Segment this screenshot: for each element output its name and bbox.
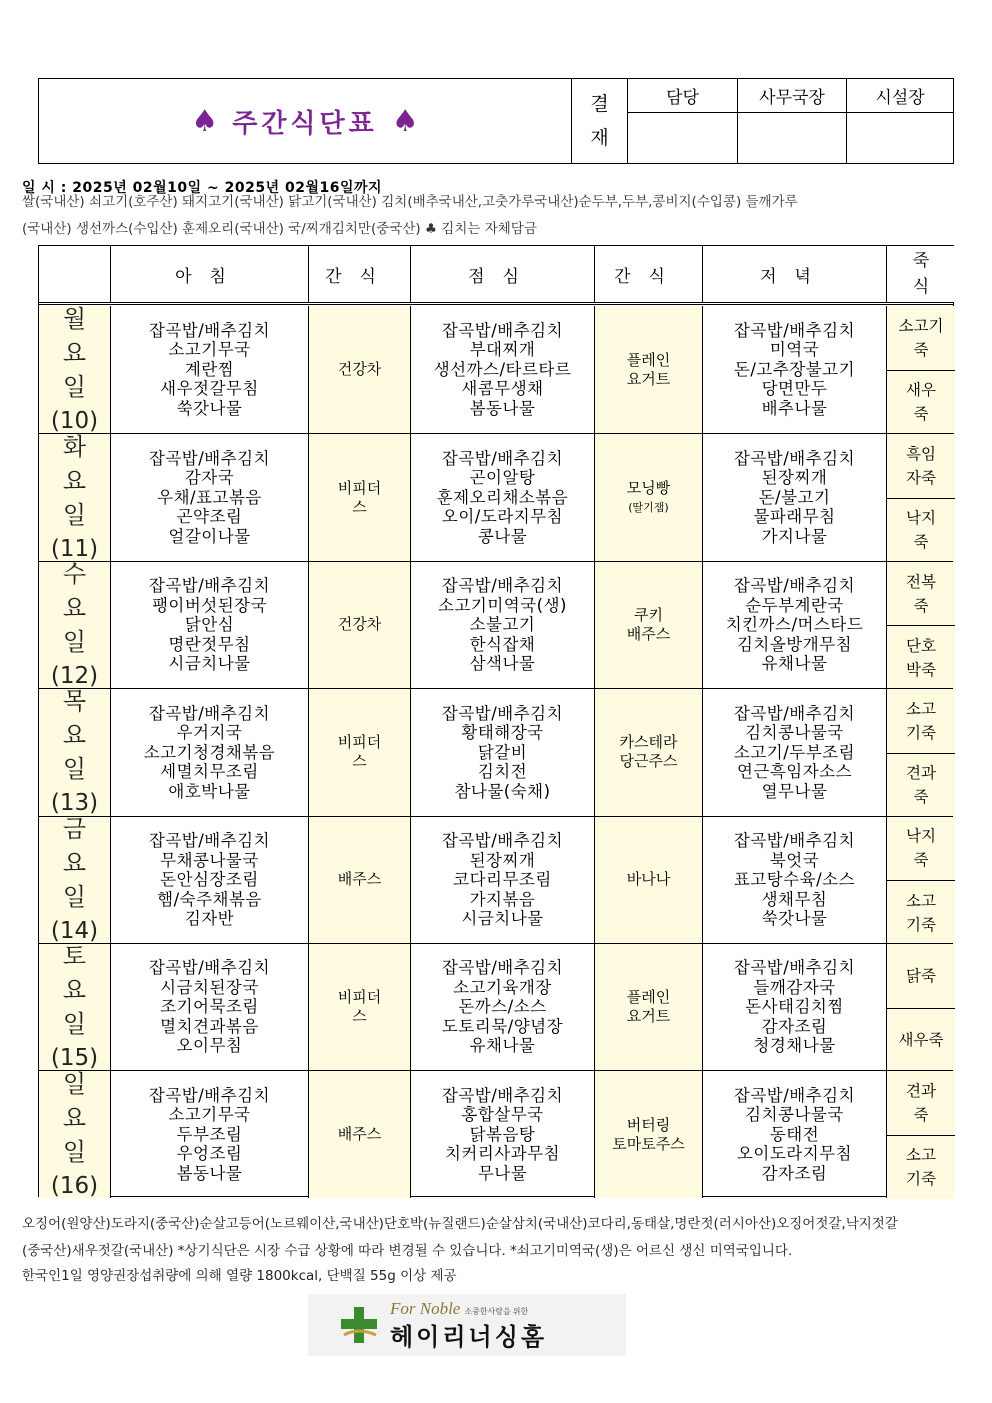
menu-item: 배주스 <box>337 1125 382 1144</box>
menu-item: 된장찌개 <box>469 850 536 870</box>
menu-item: 비피더 <box>337 988 382 1007</box>
day-label <box>39 689 111 815</box>
dinner-cell <box>703 562 887 688</box>
menu-item: 버터링 <box>626 1115 671 1134</box>
menu-item: 잡곡밥/배추김치 <box>441 958 564 978</box>
menu-item: 유채나물 <box>761 654 828 674</box>
menu-item: 표고탕수육/소스 <box>733 870 856 890</box>
snack-am-cell <box>309 306 411 433</box>
day-number: (10) <box>50 407 99 434</box>
menu-item: 삼색나물 <box>469 654 536 674</box>
day-number: (13) <box>50 790 99 817</box>
menu-item: 잡곡밥/배추김치 <box>733 958 856 978</box>
day-name-char: 수 <box>62 560 87 588</box>
menu-item: 오이/도라지무침 <box>441 507 564 527</box>
header-dinner: 저녁 <box>703 246 887 302</box>
menu-item: 카스테라 <box>619 733 678 752</box>
day-name-char: 요 <box>62 466 87 495</box>
menu-item: 잡곡밥/배추김치 <box>441 320 564 340</box>
header-breakfast: 아침 <box>111 246 309 302</box>
menu-item: 오이무침 <box>176 1036 243 1056</box>
snack-pm-cell <box>595 689 703 815</box>
breakfast-cell <box>111 944 309 1070</box>
menu-item: 소고기무국 <box>168 340 251 360</box>
snack-am-cell <box>309 434 411 560</box>
day-number: (12) <box>50 663 99 689</box>
spade-icon-right: ♠ <box>391 103 419 139</box>
menu-item: 된장찌개 <box>761 468 828 488</box>
menu-item: 쿠키 <box>634 605 663 624</box>
menu-item: 곤이알탕 <box>469 468 536 488</box>
menu-item: 잡곡밥/배추김치 <box>733 1085 856 1105</box>
menu-item: 돈까스/소스 <box>458 997 547 1017</box>
porridge-cell: 소고 기죽 <box>887 1135 955 1199</box>
menu-item: 모닝빵 <box>626 478 671 497</box>
day-row <box>39 816 953 943</box>
approver-staff-label: 담당 <box>628 79 737 113</box>
menu-item: 잡곡밥/배추김치 <box>441 1085 564 1105</box>
menu-item: 햄/숙주채볶음 <box>157 889 262 909</box>
day-name-char: 일 <box>62 628 87 656</box>
day-row <box>39 688 953 815</box>
snack-pm-cell <box>595 817 703 943</box>
menu-item: 가지나물 <box>761 526 828 546</box>
porridge-cell: 소고기 죽 <box>887 306 955 370</box>
logo-subtitle: For Noble 소중한사람을 위한 <box>390 1298 529 1318</box>
menu-item: 무나물 <box>477 1163 528 1183</box>
menu-item: 잡곡밥/배추김치 <box>733 703 856 723</box>
day-name-char: 요 <box>62 1103 87 1132</box>
menu-item: 배주스 <box>337 870 382 889</box>
menu-item: 계란찜 <box>184 359 235 379</box>
lunch-cell <box>411 306 595 433</box>
day-number: (16) <box>50 1172 99 1199</box>
lunch-cell <box>411 434 595 560</box>
menu-item: 잡곡밥/배추김치 <box>148 958 271 978</box>
footer-origin-line: 오징어(원양산)도라지(중국산)순살고등어(노르웨이산,국내산)단호박(뉴질랜드)순살삼치(국내산)코다리,동태살,명란젓(러시아산)오징어젓갈,낙지젓갈 <box>22 1216 898 1232</box>
day-name-char: 요 <box>62 594 87 622</box>
menu-item: 소불고기 <box>469 615 536 635</box>
menu-item: 멸치견과볶음 <box>160 1016 259 1036</box>
day-name-char: 화 <box>62 432 87 461</box>
menu-item: 무채콩나물국 <box>160 850 259 870</box>
day-row <box>39 433 953 560</box>
porridge-cell: 낙지 죽 <box>887 498 955 562</box>
menu-item: 잡곡밥/배추김치 <box>148 703 271 723</box>
menu-item: 우엉조림 <box>176 1144 243 1164</box>
day-name-char: 일 <box>62 1069 87 1098</box>
menu-item: 물파래무침 <box>753 507 836 527</box>
day-name-char: 월 <box>62 304 87 333</box>
menu-item: 쑥갓나물 <box>176 398 243 418</box>
snack-am-cell <box>309 944 411 1070</box>
snack-am-cell <box>309 1071 411 1197</box>
menu-item: 연근흑임자소스 <box>736 762 853 782</box>
day-name-char: 일 <box>62 1137 87 1166</box>
dinner-cell <box>703 817 887 943</box>
snack-am-cell <box>309 689 411 815</box>
day-label <box>39 434 111 560</box>
menu-item: 황태해장국 <box>461 723 544 743</box>
header-lunch: 점심 <box>411 246 595 302</box>
menu-item: 새우젓갈무침 <box>160 379 259 399</box>
menu-item: 건강차 <box>337 360 382 379</box>
menu-item: 곤약조림 <box>176 507 243 527</box>
porridge-cell: 닭죽 <box>887 944 955 1008</box>
menu-item: 돈/고추장불고기 <box>733 359 856 379</box>
day-name-char: 일 <box>62 372 87 401</box>
menu-item: 배추나물 <box>761 398 828 418</box>
menu-item: 시금치나물 <box>461 909 544 929</box>
lunch-cell <box>411 1071 595 1197</box>
origin-line-2: (국내산) 생선까스(수입산) 훈제오리(국내산) 국/찌개김치만(중국산) ♣ 김치는 자체담금 <box>22 221 537 237</box>
menu-item: 조기어묵조림 <box>160 997 259 1017</box>
day-name-char: 요 <box>62 338 87 367</box>
menu-item: 북엇국 <box>769 850 820 870</box>
dinner-cell <box>703 689 887 815</box>
menu-item: 애호박나물 <box>168 781 251 801</box>
footer-notice-line: (중국산)새우젓갈(국내산) *상기식단은 시장 수급 상황에 따라 변경될 수 있습니다. *쇠고기미역국(생)은 어르신 생신 미역국입니다. <box>22 1243 793 1259</box>
menu-item: 닭안심 <box>184 615 235 635</box>
menu-item: 잡곡밥/배추김치 <box>441 831 564 851</box>
menu-item: 치킨까스/머스타드 <box>725 615 864 635</box>
menu-item: 훈제오리채소볶음 <box>436 487 569 507</box>
day-name-char: 금 <box>62 814 87 843</box>
menu-item: 닭갈비 <box>477 742 528 762</box>
menu-item: 도토리묵/양념장 <box>441 1016 564 1036</box>
header-porridge: 죽 식 <box>887 246 955 302</box>
menu-item: 스 <box>352 752 367 771</box>
menu-item: 돈사태김치찜 <box>745 997 844 1017</box>
porridge-cell: 견과 죽 <box>887 753 955 817</box>
menu-item: 콩나물 <box>477 526 528 546</box>
title-area <box>39 79 571 163</box>
approval-label: 결 재 <box>571 79 627 163</box>
approver-director-label: 사무국장 <box>738 79 846 113</box>
menu-item: 세멸치무조림 <box>160 762 259 782</box>
porridge-cell: 흑임 자죽 <box>887 434 955 498</box>
porridge-cell: 낙지 죽 <box>887 817 955 881</box>
day-label <box>39 814 111 944</box>
page-title: 주간식단표 <box>232 108 378 139</box>
menu-item: 봄동나물 <box>176 1163 243 1183</box>
day-name-char: 요 <box>62 976 87 1005</box>
menu-item: 비피더 <box>337 733 382 752</box>
day-label <box>39 944 111 1070</box>
menu-item: 배주스 <box>626 624 671 643</box>
menu-item: 코다리무조림 <box>453 870 552 890</box>
porridge-cell: 소고 기죽 <box>887 689 955 753</box>
porridge-cell: 단호 박죽 <box>887 625 955 689</box>
menu-item: 잡곡밥/배추김치 <box>148 448 271 468</box>
origin-line-1: 쌀(국내산) 쇠고기(호주산) 돼지고기(국내산) 닭고기(국내산) 김치(배추국내산,고춧가루국내산)순두부,두부,콩비지(수입콩) 들깨가루 <box>22 194 798 210</box>
menu-item: 소고기무국 <box>168 1105 251 1125</box>
menu-item: 소고기/두부조림 <box>733 742 856 762</box>
day-row <box>39 943 953 1070</box>
menu-item: 잡곡밥/배추김치 <box>148 320 271 340</box>
day-number: (15) <box>50 1045 99 1072</box>
approver-head-label: 시설장 <box>847 79 953 113</box>
dinner-cell <box>703 944 887 1070</box>
menu-item: 쑥갓나물 <box>761 909 828 929</box>
menu-item: 순두부계란국 <box>745 595 844 615</box>
menu-item: 잡곡밥/배추김치 <box>733 831 856 851</box>
menu-item: 잡곡밥/배추김치 <box>441 448 564 468</box>
header-separator <box>39 302 953 305</box>
menu-item: 감자국 <box>184 468 235 488</box>
day-label <box>39 306 111 433</box>
menu-item: 건강차 <box>337 615 382 634</box>
menu-item: 스 <box>352 1007 367 1026</box>
menu-item: 당근주스 <box>619 752 678 771</box>
dinner-cell <box>703 434 887 560</box>
menu-item: 홍합살무국 <box>461 1105 544 1125</box>
menu-item: 플레인 <box>626 988 671 1007</box>
menu-item: 감자조림 <box>761 1163 828 1183</box>
menu-item: 두부조림 <box>176 1124 243 1144</box>
day-row <box>39 306 953 433</box>
breakfast-cell <box>111 306 309 433</box>
menu-item: 비피더 <box>337 478 382 497</box>
menu-item: 유채나물 <box>469 1036 536 1056</box>
menu-item: 스 <box>352 497 367 516</box>
menu-item: 시금치된장국 <box>160 977 259 997</box>
menu-item: 얼갈이나물 <box>168 526 251 546</box>
menu-item: 당면만두 <box>761 379 828 399</box>
approver-staff <box>627 79 737 163</box>
logo-text <box>390 1299 547 1352</box>
approver-head <box>846 79 953 163</box>
day-number: (14) <box>50 917 99 944</box>
menu-table <box>38 245 954 1197</box>
menu-item: 잡곡밥/배추김치 <box>148 576 271 596</box>
header-box <box>38 78 954 164</box>
menu-item: (딸기잼) <box>628 500 669 514</box>
porridge-cell: 견과 죽 <box>887 1071 955 1135</box>
menu-item: 잡곡밥/배추김치 <box>441 703 564 723</box>
lunch-cell <box>411 689 595 815</box>
lunch-cell <box>411 817 595 943</box>
snack-pm-cell <box>595 944 703 1070</box>
menu-item: 생채무침 <box>761 889 828 909</box>
snack-pm-cell <box>595 306 703 433</box>
menu-item: 감자조림 <box>761 1016 828 1036</box>
menu-item: 김자반 <box>184 909 235 929</box>
menu-item: 잡곡밥/배추김치 <box>148 831 271 851</box>
day-name-char: 일 <box>62 882 87 911</box>
breakfast-cell <box>111 562 309 688</box>
snack-pm-cell <box>595 562 703 688</box>
day-name-char: 목 <box>62 687 87 716</box>
menu-item: 한식잡채 <box>469 634 536 654</box>
lunch-cell <box>411 562 595 688</box>
menu-item: 봄동나물 <box>469 398 536 418</box>
menu-item: 소고기청경채볶음 <box>143 742 276 762</box>
menu-item: 잡곡밥/배추김치 <box>733 576 856 596</box>
day-name-char: 일 <box>62 1010 87 1039</box>
header-day-col <box>39 246 111 302</box>
logo <box>308 1294 626 1356</box>
menu-item: 바나나 <box>626 870 671 889</box>
day-name-char: 일 <box>62 755 87 784</box>
snack-am-cell <box>309 562 411 688</box>
menu-item: 생선까스/타르타르 <box>433 359 572 379</box>
snack-pm-cell <box>595 434 703 560</box>
porridge-cell: 새우 죽 <box>887 370 955 434</box>
menu-item: 가지볶음 <box>469 889 536 909</box>
lunch-cell <box>411 944 595 1070</box>
menu-item: 요거트 <box>626 1007 671 1026</box>
menu-item: 요거트 <box>626 369 671 388</box>
snack-pm-cell <box>595 1071 703 1197</box>
logo-name: 헤이리너싱홈 <box>390 1322 548 1351</box>
logo-mark-icon <box>338 1305 384 1345</box>
menu-item: 시금치나물 <box>168 654 251 674</box>
menu-item: 토마토주스 <box>612 1134 685 1153</box>
snack-am-cell <box>309 817 411 943</box>
menu-item: 소고기미역국(생) <box>438 595 567 615</box>
menu-item: 돈/불고기 <box>758 487 831 507</box>
menu-item: 치커리사과무침 <box>444 1144 561 1164</box>
day-name-char: 요 <box>62 721 87 750</box>
header-snack-pm: 간식 <box>595 246 703 302</box>
day-name-char: 일 <box>62 500 87 529</box>
porridge-cell: 새우죽 <box>887 1008 955 1072</box>
menu-item: 잡곡밥/배추김치 <box>148 1085 271 1105</box>
menu-item: 소고기육개장 <box>453 977 552 997</box>
menu-item: 돈안심장조림 <box>160 870 259 890</box>
menu-item: 김치콩나물국 <box>745 723 844 743</box>
dinner-cell <box>703 1071 887 1197</box>
menu-item: 우채/표고볶음 <box>157 487 262 507</box>
menu-item: 부대찌개 <box>469 340 536 360</box>
breakfast-cell <box>111 817 309 943</box>
menu-item: 동태전 <box>769 1124 820 1144</box>
day-label <box>39 562 111 688</box>
menu-item: 미역국 <box>769 340 820 360</box>
period-text: 일 시 : 2025년 02월10일 ~ 2025년 02월16일까지 <box>22 180 383 196</box>
day-name-char: 토 <box>62 942 87 971</box>
menu-item: 김치전 <box>477 762 528 782</box>
menu-item: 잡곡밥/배추김치 <box>733 320 856 340</box>
footer-nutrition-line: 한국인1일 영양권장섭취량에 의해 열량 1800kcal, 단백질 55g 이상 제공 <box>22 1268 457 1284</box>
menu-item: 들깨감자국 <box>753 977 836 997</box>
breakfast-cell <box>111 689 309 815</box>
menu-item: 김치콩나물국 <box>745 1105 844 1125</box>
menu-item: 새콤무생채 <box>461 379 544 399</box>
menu-item: 우거지국 <box>176 723 243 743</box>
porridge-cell: 소고 기죽 <box>887 880 955 944</box>
menu-item: 플레인 <box>626 350 671 369</box>
menu-item: 참나물(숙채) <box>454 781 551 801</box>
day-number: (11) <box>50 535 99 562</box>
day-name-char: 요 <box>62 848 87 877</box>
menu-item: 잡곡밥/배추김치 <box>733 448 856 468</box>
menu-item: 열무나물 <box>761 781 828 801</box>
menu-item: 팽이버섯된장국 <box>151 595 268 615</box>
dinner-cell <box>703 306 887 433</box>
breakfast-cell <box>111 1071 309 1197</box>
breakfast-cell <box>111 434 309 560</box>
menu-item: 오이도라지무침 <box>736 1144 853 1164</box>
menu-item: 김치올방개무침 <box>736 634 853 654</box>
day-row <box>39 561 953 688</box>
menu-item: 잡곡밥/배추김치 <box>441 576 564 596</box>
spade-icon-left: ♠ <box>191 103 219 139</box>
approver-director <box>737 79 846 163</box>
day-label <box>39 1071 111 1197</box>
day-row <box>39 1070 953 1197</box>
menu-item: 청경채나물 <box>753 1036 836 1056</box>
porridge-cell: 전복 죽 <box>887 562 955 626</box>
menu-item: 명란젓무침 <box>168 634 251 654</box>
header-snack-am: 간식 <box>309 246 411 302</box>
menu-item: 닭볶음탕 <box>469 1124 536 1144</box>
